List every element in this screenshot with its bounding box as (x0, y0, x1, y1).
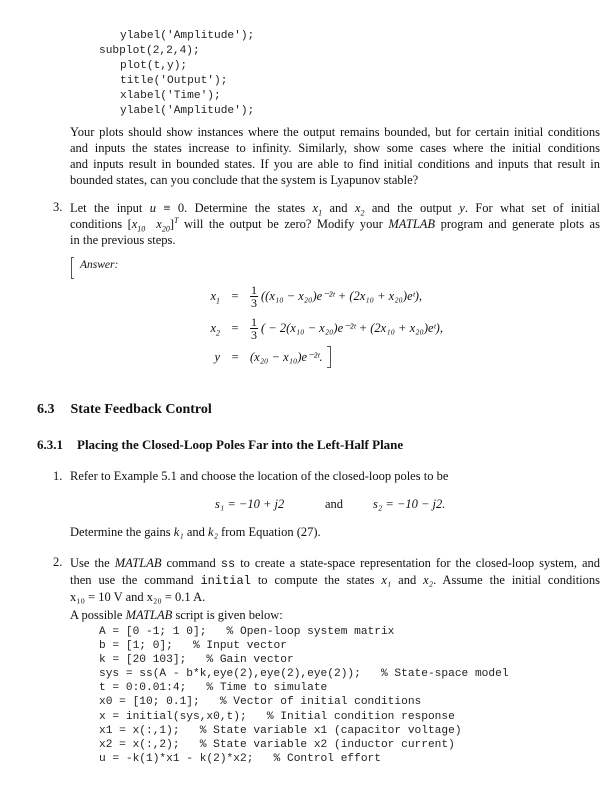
list-number: 1. (53, 469, 63, 483)
code-block-matlab-script (99, 625, 509, 766)
item2-text (70, 555, 600, 605)
answer-label: Answer: (80, 259, 119, 271)
item3-text (70, 200, 600, 248)
eq-sign: = (231, 349, 239, 364)
text-line: x₁₀ = 10 V and x₂₀ = 0.1 A. (70, 590, 206, 604)
pole-s1: s₁ = −10 + j2 (215, 497, 285, 511)
text-line: and inputs result in bounded states. If you are able to find initial conditions and inputs that result in (70, 157, 600, 171)
text-line: and inputs the states increase to infinity. Similarly, show some cases where the initial conditions (70, 141, 600, 155)
script-intro: A possible MATLAB script is given below: (70, 608, 283, 622)
eq-sign: = (231, 288, 239, 303)
code-line: x = initial(sys,x0,t); % Initial condition response (99, 710, 455, 723)
code-line: sys = ss(A - b*k,eye(2),eye(2),eye(2)); % State-space model (99, 668, 509, 681)
answer-bracket (71, 257, 74, 279)
eq-rhs: ((x₁₀ − x₂₀)e⁻²ᵗ + (2x₁₀ + x₂₀)eᵗ), (261, 289, 423, 303)
text-line: in the previous steps. (70, 233, 176, 247)
equation-x1 (180, 282, 422, 310)
equation-y (180, 343, 331, 371)
code-line: t = 0:0.01:4; % Time to simulate (99, 682, 328, 695)
fraction: $\frac{1}{3}$ (251, 314, 257, 342)
gains-text: Determine the gains k₁ and k₂ from Equation (27). (70, 525, 321, 539)
eq-lhs: $x_2$ (210, 320, 220, 337)
answer-bracket-close (327, 346, 331, 368)
text-line: Use the MATLAB command ss to create a state-space representation for the closed-loop system, and (70, 556, 600, 571)
eq-lhs: y (214, 349, 220, 364)
section-heading: 6.3 State Feedback Control (37, 402, 212, 417)
item1-text: Refer to Example 5.1 and choose the location of the closed-loop poles to be (70, 469, 449, 483)
paragraph-plots (70, 124, 600, 188)
code-block-top (99, 29, 254, 119)
eq-lhs: $x_1$ (210, 288, 220, 305)
code-line: x0 = [10; 0.1]; % Vector of initial conditions (99, 696, 422, 709)
eq-rhs: (x₂₀ − x₁₀)e⁻²ᵗ. (250, 350, 323, 364)
text-line: Let the input u ≡ 0. Determine the states $x_1$ and $x_2$ and the output y. For what set of initial (70, 201, 600, 218)
pole-and: and (325, 497, 344, 511)
code-line: x1 = x(:,1); % State variable x1 (capacitor voltage) (99, 724, 462, 737)
text-line: bounded states, can you conclude that the system is Lyapunov stable? (70, 173, 419, 187)
text-line: Your plots should show instances where the output remains bounded, but for certain initial conditions (70, 125, 600, 139)
code-line: b = [1; 0]; % Input vector (99, 640, 287, 653)
pole-s2: s₂ = −10 − j2. (373, 497, 446, 511)
code-line: A = [0 -1; 1 0]; % Open-loop system matrix (99, 626, 395, 638)
code-line: ylabel('Amplitude'); (120, 30, 255, 42)
subsection-heading: 6.3.1 Placing the Closed-Loop Poles Far into the Left-Half Plane (37, 437, 404, 452)
equation-x2 (180, 314, 443, 342)
fraction: $\frac{1}{3}$ (251, 282, 257, 310)
code-line: x2 = x(:,2); % State variable x2 (inductor current) (99, 738, 455, 751)
code-line: ylabel('Amplitude'); (120, 105, 255, 117)
text-line: then use the command initial to compute the states x₁ and x₂. Assume the initial conditions (70, 573, 600, 588)
code-line: title('Output'); (120, 75, 228, 87)
code-line: k = [20 103]; % Gain vector (99, 654, 294, 667)
code-line: u = -k(1)*x1 - k(2)*x2; % Control effort (99, 752, 381, 765)
code-line: subplot(2,2,4); (99, 45, 200, 57)
code-line: plot(t,y); (120, 60, 188, 72)
eq-rhs: ( − 2(x₁₀ − x₂₀)e⁻²ᵗ + (2x₁₀ + x₂₀)eᵗ), (261, 321, 443, 335)
list-number: 3. (53, 200, 63, 214)
code-line: xlabel('Time'); (120, 90, 221, 102)
eq-sign: = (231, 320, 239, 335)
text-line: conditions [$x_{10}$ $x_{20}]^T$ will the output be zero? Modify your MATLAB program and generate plots as (70, 215, 600, 234)
list-number: 2. (53, 555, 63, 569)
